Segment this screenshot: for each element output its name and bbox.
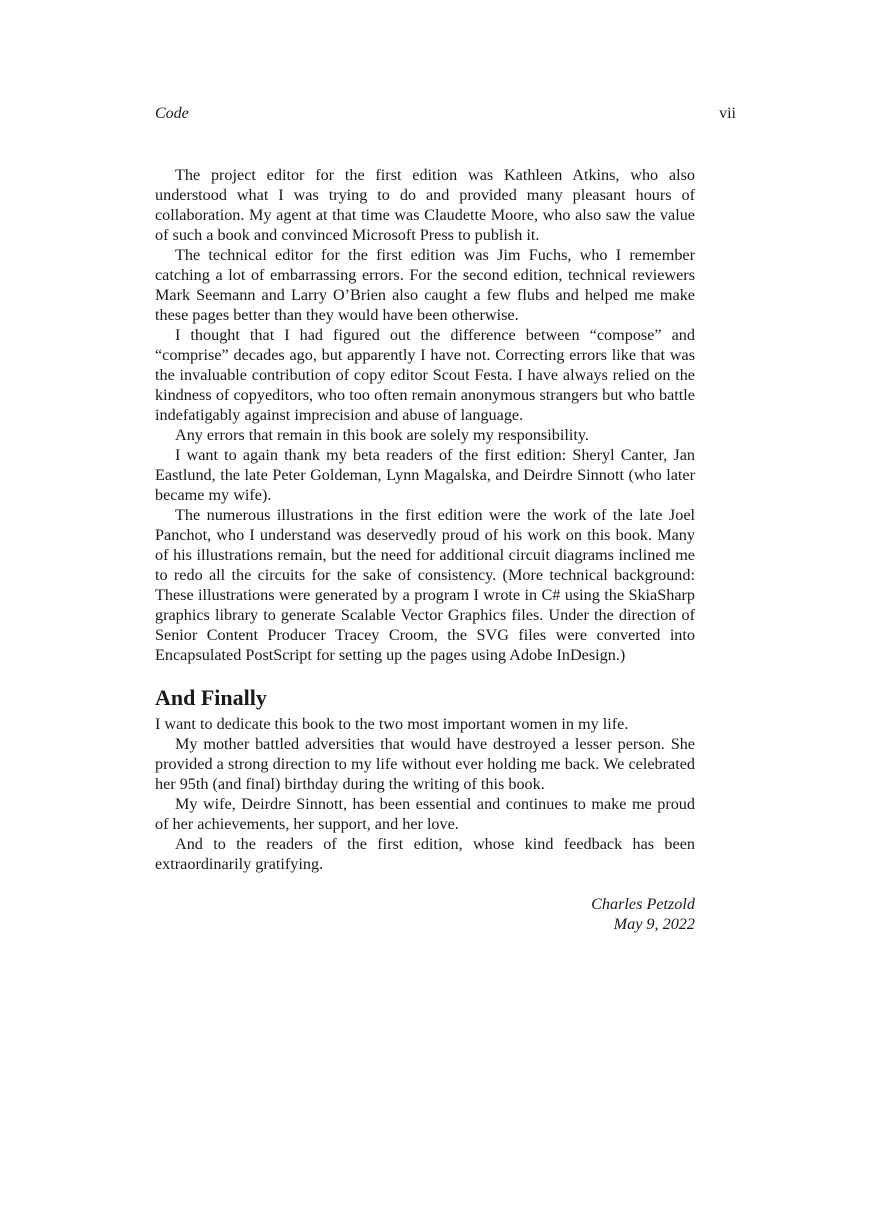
author-name: Charles Petzold bbox=[591, 895, 695, 913]
paragraph-readers: And to the readers of the first edition, whose kind feedback has been extraordinarily gratifying. bbox=[155, 835, 695, 873]
paragraph-illustrations: The numerous illustrations in the first edition were the work of the late Joel Panchot, who I understand was deservedly proud of his work on this book. Many of his illustrations remain, but the need for additional circuit diagrams inclined me to redo all the circuits for the sake of consistency. (More technical background: These illustrations were generated by a program I wrote in C# using the SkiaSharp graphics library to generate Scalable Vector Graphics files. Under the direction of Senior Content Producer Tracey Croom, the SVG files were converted into Encapsulated PostScript for setting up the pages using Adobe InDesign.) bbox=[155, 506, 695, 664]
section-heading: And Finally bbox=[155, 685, 267, 710]
paragraph-mother: My mother battled adversities that would have destroyed a lesser person. She provided a strong direction to my life without ever holding me back. We celebrated her 95th (and final) birthday during the writing of this book. bbox=[155, 735, 695, 793]
paragraph-technical-editor: The technical editor for the first edition was Jim Fuchs, who I remember catching a lot of embarrassing errors. For the second edition, technical reviewers Mark Seemann and Larry O’Brien also caught a few flubs and helped me make these pages better than they would have been otherwise. bbox=[155, 246, 695, 324]
running-header bbox=[155, 104, 736, 124]
signature-date: May 9, 2022 bbox=[613, 915, 695, 933]
paragraph-dedication: I want to dedicate this book to the two most important women in my life. bbox=[155, 715, 629, 733]
page-number: vii bbox=[719, 105, 736, 122]
paragraph-beta-readers: I want to again thank my beta readers of the first edition: Sheryl Canter, Jan Eastlund, the late Peter Goldeman, Lynn Magalska, and Deirdre Sinnott (who later became my wife). bbox=[155, 446, 695, 504]
book-page bbox=[155, 104, 736, 934]
paragraph-wife: My wife, Deirdre Sinnott, has been essential and continues to make me proud of her achievements, her support, and her love. bbox=[155, 795, 695, 833]
signature-block bbox=[155, 894, 695, 934]
running-title: Code bbox=[155, 105, 189, 122]
paragraph-project-editor: The project editor for the first edition was Kathleen Atkins, who also understood what I was trying to do and provided many pleasant hours of collaboration. My agent at that time was Claudette Moore, who also saw the value of such a book and convinced Microsoft Press to publish it. bbox=[155, 166, 695, 244]
paragraph-errors: Any errors that remain in this book are solely my responsibility. bbox=[175, 426, 589, 444]
body-text bbox=[155, 165, 695, 934]
paragraph-copy-editor: I thought that I had figured out the difference between “compose” and “comprise” decades ago, but apparently I have not. Correcting errors like that was the invaluable contribution of copy editor Scout Festa. I have always relied on the kindness of copyeditors, who too often remain anonymous strangers but who battle indefatigably against imprecision and abuse of language. bbox=[155, 326, 695, 424]
